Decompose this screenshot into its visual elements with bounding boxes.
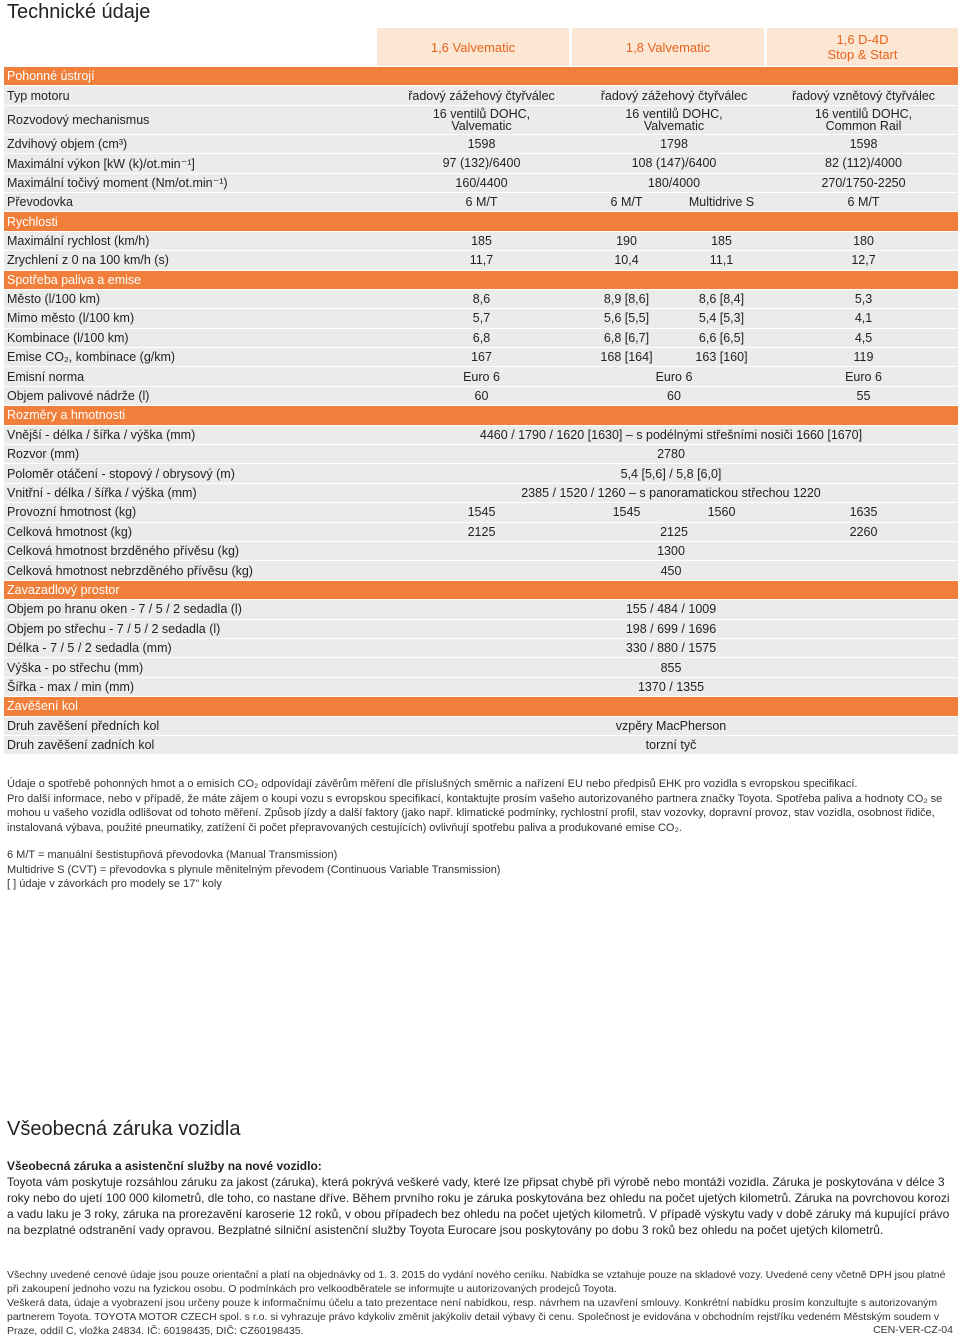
row-label: Město (l/100 km)	[4, 289, 384, 308]
row-label: Rozvor (mm)	[4, 445, 384, 464]
row-label: Převodovka	[4, 192, 384, 211]
table-row: Rozvodový mechanismus 16 ventilů DOHC, Valvematic 16 ventilů DOHC, Valvematic 16 ventilů DOHC, Common Rail	[4, 105, 958, 134]
consumption-notes	[7, 777, 955, 835]
table-row: Emise CO₂, kombinace (g/km) 167 168 [164] 163 [160] 119	[4, 348, 958, 367]
table-row: Mimo město (l/100 km) 5,7 5,6 [5,5] 5,4 [5,3] 4,1	[4, 309, 958, 328]
section-row: Zavazadlový prostor	[4, 580, 958, 599]
row-label: Rozvodový mechanismus	[4, 105, 384, 134]
row-label: Celková hmotnost brzděného přívěsu (kg)	[4, 541, 384, 560]
section-row: Rychlosti	[4, 212, 958, 231]
section-row: Spotřeba paliva a emise	[4, 270, 958, 289]
table-row: Převodovka 6 M/T 6 M/T Multidrive S 6 M/T	[4, 192, 958, 211]
warranty-text: Toyota vám poskytuje rozsáhlou záruku za jakost (záruka), která pokrývá veškeré vady, které lze připsat chybě při výrobě nebo montáži vozidla. Záruka je poskytována v délce 3 roky nebo do ujetí 100 000 kilometrů, dle toho, co nastane dříve. Během prvního roku je záruka poskytována bez ohledu na počet ujetých kilometrů. Záruka na povrchovou korozi a vadu laku je 3 roky, záruka na prorezavění karoserie 12 roků, v obou případech bez ohledu na počet ujetých kilometrů. V případě výskytu vady v době záruky má kupující právo na bezplatné odstranění vady opravou. Bezplatné silniční asistenční služby Toyota Eurocare jsou poskytovány po dobu 3 roků bez ohledu na počet ujetých kilometrů.	[7, 1175, 950, 1237]
table-row: Celková hmotnost brzděného přívěsu (kg) 1300	[4, 541, 958, 560]
legend-notes	[7, 848, 955, 892]
row-label: Maximální výkon [kW (k)/ot.min⁻¹]	[4, 154, 384, 173]
table-row: Objem po střechu - 7 / 5 / 2 sedadla (l) 198 / 699 / 1696	[4, 619, 958, 638]
table-row: Zrychlení z 0 na 100 km/h (s) 11,7 10,4 11,1 12,7	[4, 251, 958, 270]
table-row: Vnější - délka / šířka / výška (mm) 4460 / 1790 / 1620 [1630] – s podélnými střešními nosiči 1660 [1670]	[4, 425, 958, 444]
row-label: Vnitřní - délka / šířka / výška (mm)	[4, 483, 384, 502]
row-label: Kombinace (l/100 km)	[4, 328, 384, 347]
table-row: Emisní norma Euro 6 Euro 6 Euro 6	[4, 367, 958, 386]
table-row: Zdvihový objem (cm³) 1598 1798 1598	[4, 134, 958, 153]
row-label: Objem palivové nádrže (l)	[4, 386, 384, 405]
row-label: Druh zavěšení zadních kol	[4, 735, 384, 754]
spec-table	[4, 67, 958, 755]
section-row: Pohonné ústrojí	[4, 67, 958, 86]
warranty-section	[7, 1158, 955, 1238]
page-title: Technické údaje	[7, 1, 151, 23]
table-row: Poloměr otáčení - stopový / obrysový (m) 5,4 [5,6] / 5,8 [6,0]	[4, 464, 958, 483]
footer-paragraph: Všechny uvedené cenové údaje jsou pouze orientační a platí na objednávky od 1. 3. 2015 do vydání nového ceníku. Nabídka se vztahuje pouze na skladové vozy. Uvedené ceny včetně DPH jsou platné při zakoupení jednoho vozu na fyzickou osobu. O podmínkách pro velkoodběratele se informujte u autorizovaných prodejců Toyota.	[7, 1269, 946, 1295]
row-label: Objem po střechu - 7 / 5 / 2 sedadla (l)	[4, 619, 384, 638]
table-row: Město (l/100 km) 8,6 8,9 [8,6] 8,6 [8,4] 5,3	[4, 289, 958, 308]
row-label: Druh zavěšení předních kol	[4, 716, 384, 735]
table-row: Celková hmotnost (kg) 2125 2125 2260	[4, 522, 958, 541]
section-row: Zavěšení kol	[4, 697, 958, 716]
note-paragraph: Údaje o spotřebě pohonných hmot a o emisích CO₂ odpovídají závěrům měření dle příslušných směrnic a nařízení EU nebo předpisů EHK pro vozidla s evropskou specifikací.	[7, 778, 858, 790]
table-row: Kombinace (l/100 km) 6,8 6,8 [6,7] 6,6 [6,5] 4,5	[4, 328, 958, 347]
table-row: Objem palivové nádrže (l) 60 60 55	[4, 386, 958, 405]
row-label: Zrychlení z 0 na 100 km/h (s)	[4, 251, 384, 270]
row-label: Maximální rychlost (km/h)	[4, 231, 384, 250]
row-label: Výška - po střechu (mm)	[4, 658, 384, 677]
table-row: Druh zavěšení předních kol vzpěry MacPherson	[4, 716, 958, 735]
table-row: Maximální točivý moment (Nm/ot.min⁻¹) 160/4400 180/4000 270/1750-2250	[4, 173, 958, 192]
table-row: Maximální rychlost (km/h) 185 190 185 180	[4, 231, 958, 250]
row-label: Mimo město (l/100 km)	[4, 309, 384, 328]
row-label: Emise CO₂, kombinace (g/km)	[4, 348, 384, 367]
table-row: Maximální výkon [kW (k)/ot.min⁻¹] 97 (132)/6400 108 (147)/6400 82 (112)/4000	[4, 154, 958, 173]
row-label: Zdvihový objem (cm³)	[4, 134, 384, 153]
section-row: Rozměry a hmotnosti	[4, 406, 958, 425]
document-code: CEN-VER-CZ-04	[873, 1324, 953, 1336]
table-row: Výška - po střechu (mm) 855	[4, 658, 958, 677]
row-label: Délka - 7 / 5 / 2 sedadla (mm)	[4, 638, 384, 657]
table-row: Délka - 7 / 5 / 2 sedadla (mm) 330 / 880 / 1575	[4, 638, 958, 657]
table-row: Rozvor (mm) 2780	[4, 445, 958, 464]
table-row: Typ motoru řadový zážehový čtyřválec řadový zážehový čtyřválec řadový vznětový čtyřválec	[4, 86, 958, 105]
row-label: Šířka - max / min (mm)	[4, 677, 384, 696]
warranty-title: Všeobecná záruka vozidla	[7, 1118, 241, 1140]
row-label: Celková hmotnost (kg)	[4, 522, 384, 541]
legend-line: [ ] údaje v závorkách pro modely se 17" koly	[7, 878, 222, 890]
column-header-1-8-valvematic: 1,8 Valvematic	[572, 28, 764, 66]
warranty-subtitle: Všeobecná záruka a asistenční služby na nové vozidlo:	[7, 1159, 322, 1173]
legend-line: Multidrive S (CVT) = převodovka s plynule měnitelným převodem (Continuous Variable Transmission)	[7, 863, 501, 876]
table-row: Objem po hranu oken - 7 / 5 / 2 sedadla (l) 155 / 484 / 1009	[4, 600, 958, 619]
table-row: Druh zavěšení zadních kol torzní tyč	[4, 735, 958, 754]
row-label: Celková hmotnost nebrzděného přívěsu (kg)	[4, 561, 384, 580]
table-row: Provozní hmotnost (kg) 1545 1545 1560 1635	[4, 503, 958, 522]
row-label: Objem po hranu oken - 7 / 5 / 2 sedadla (l)	[4, 600, 384, 619]
row-label: Poloměr otáčení - stopový / obrysový (m)	[4, 464, 384, 483]
column-header-1-6-valvematic: 1,6 Valvematic	[377, 28, 569, 66]
footer-paragraph: Veškerá data, údaje a vyobrazení jsou určeny pouze k informačnímu účelu a tato prezentace není nabídkou, resp. návrhem na uzavření smlouvy. Konkrétní nabídku prosím konzultujte s autorizovaným partnerem Toyota. TOYOTA MOTOR CZECH spol. s r.o. si vyhrazuje právo kdykoliv změnit jakýkoliv detail výbavy či cenu. Společnost je evidována v obchodním rejstříku vedeném Městským soudem v Praze, oddíl C, vložka 24834. IČ: 60198435, DIČ: CZ60198435.	[7, 1297, 940, 1337]
table-row: Šířka - max / min (mm) 1370 / 1355	[4, 677, 958, 696]
row-label: Vnější - délka / šířka / výška (mm)	[4, 425, 384, 444]
legend-line: 6 M/T = manuální šestistupňová převodovka (Manual Transmission)	[7, 849, 338, 861]
column-header-1-6-d4d: 1,6 D-4D Stop & Start	[767, 28, 958, 66]
table-row: Vnitřní - délka / šířka / výška (mm) 2385 / 1520 / 1260 – s panoramatickou střechou 1220	[4, 483, 958, 502]
row-label: Typ motoru	[4, 86, 384, 105]
footer-disclaimer	[7, 1268, 955, 1338]
row-label: Provozní hmotnost (kg)	[4, 503, 384, 522]
row-label: Emisní norma	[4, 367, 384, 386]
row-label: Maximální točivý moment (Nm/ot.min⁻¹)	[4, 173, 384, 192]
table-row: Celková hmotnost nebrzděného přívěsu (kg) 450	[4, 561, 958, 580]
note-paragraph: Pro další informace, nebo v případě, že máte zájem o koupi vozu s evropskou specifikací, kontaktujte prosím vašeho autorizovaného partnera značky Toyota. Spotřeba paliva a hodnoty CO₂ se mohou u vašeho vozidla odlišovat od tohoto měření. Způsob jízdy a další faktory (jako např. klimatické podmínky, rychlostní profil, stav vozovky, dopravní provoz, stav vozidla, osobnost řidiče, instalovaná výbava, použité pneumatiky, zatížení či počet přepravovaných cestujících) ovlivňují spotřebu paliva a produkované emise CO₂.	[7, 792, 943, 834]
